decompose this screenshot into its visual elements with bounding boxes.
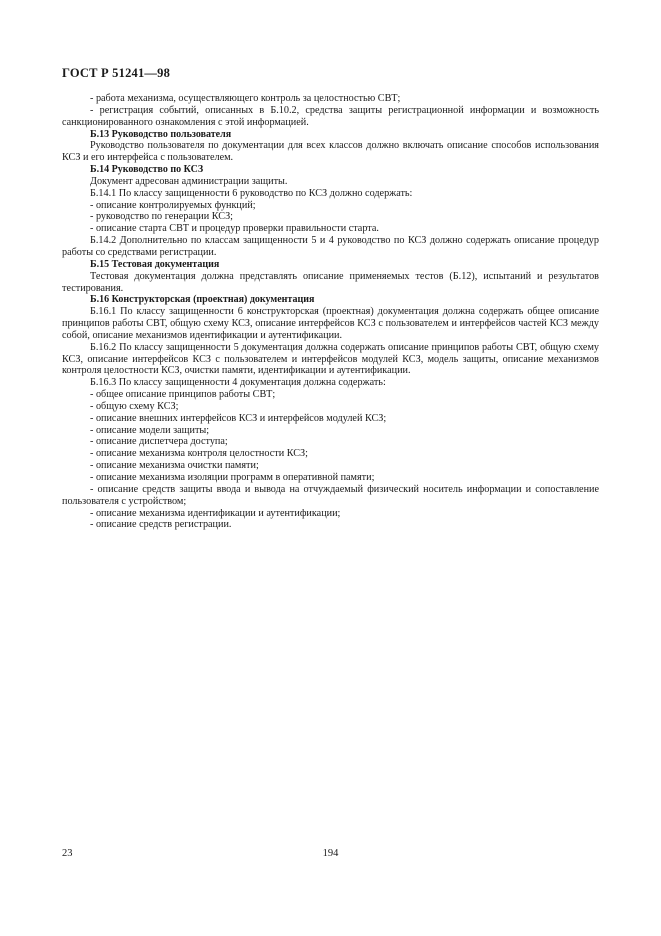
paragraph: Тестовая документация должна представлять описание применяемых тестов (Б.12), испытаний и результатов тестирования. [62,270,599,294]
paragraph: - регистрация событий, описанных в Б.10.2, средства защиты регистрационной информации и возможность санкционированного ознакомления с этой информацией. [62,104,599,128]
paragraph: - описание старта СВТ и процедур проверки правильности старта. [90,223,379,235]
page-number-center: 194 [322,848,339,859]
section-heading: Б.16 Конструкторская (проектная) документация [90,294,315,306]
paragraph: Б.14.1 По классу защищенности 6 руководство по КСЗ должно содержать: [90,187,413,199]
section-heading: Б.14 Руководство по КСЗ [90,164,204,176]
paragraph: Б.16.3 По классу защищенности 4 документация должна содержать: [90,377,386,389]
section-heading: Б.13 Руководство пользователя [90,128,232,140]
page-number-left: 23 [62,848,73,859]
paragraph: Руководство пользователя по документации для всех классов должно включать описание способов использования КСЗ и его интерфейса с пользователем. [62,140,599,164]
paragraph: Б.16.1 По классу защищенности 6 конструкторская (проектная) документация должна содержать общее описание принципов работы СВТ, общую схему КСЗ, описание интерфейсов КСЗ с пользователем и интерфейсов частей КСЗ между собой, описание механизмов идентификации и аутентификации. [62,306,599,341]
standard-code-header: ГОСТ Р 51241—98 [62,66,171,80]
paragraph: Б.16.2 По классу защищенности 5 документация должна содержать описание принципов работы СВТ, общую схему КСЗ, описание интерфейсов КСЗ с пользователем и интерфейсов модулей КСЗ, модель защиты, описание механизмов контроля целостности КСЗ, очистки памяти, идентификации и аутентификации. [62,341,599,377]
paragraph: - описание внешних интерфейсов КСЗ и интерфейсов модулей КСЗ; [90,412,387,424]
document-body [62,93,599,531]
paragraph: - описание механизма изоляции программ в оперативной памяти; [90,472,375,483]
paragraph: - описание диспетчера доступа; [90,436,228,448]
paragraph: - описание механизма очистки памяти; [90,460,259,472]
paragraph: - описание механизма идентификации и аутентификации; [90,507,341,519]
paragraph: - общую схему КСЗ; [90,400,179,412]
paragraph: Б.14.2 Дополнительно по классам защищенности 5 и 4 руководство по КСЗ должно содержать описание процедур работы со средствами регистрации. [62,235,599,258]
paragraph: - описание средств защиты ввода и вывода на отчуждаемый физический носитель информации и сопоставление пользователя с устройством; [62,483,599,507]
paragraph: - руководство по генерации КСЗ; [90,211,234,223]
paragraph: Документ адресован администрации защиты. [90,175,288,187]
paragraph: - описание механизма контроля целостности КСЗ; [90,448,308,460]
paragraph: - описание модели защиты; [90,424,210,436]
paragraph: - описание средств регистрации. [90,519,232,531]
paragraph: - общее описание принципов работы СВТ; [90,389,276,401]
paragraph: - описание контролируемых функций; [90,199,256,211]
section-heading: Б.15 Тестовая документация [90,258,220,270]
paragraph: - работа механизма, осуществляющего контроль за целостностью СВТ; [90,93,401,104]
